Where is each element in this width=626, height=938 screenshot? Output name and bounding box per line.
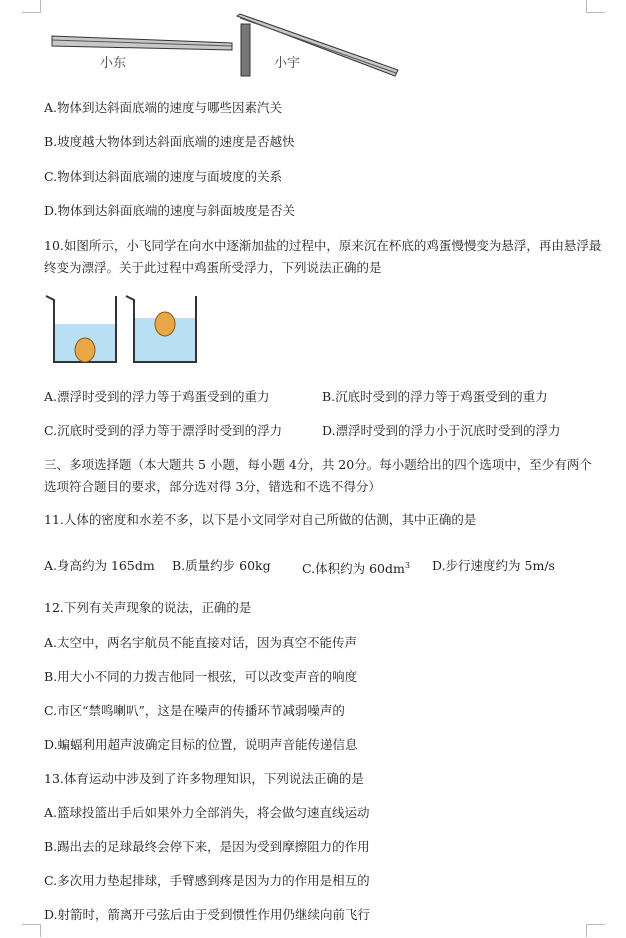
q10-option-d: D.漂浮时受到的浮力小于沉底时受到的浮力	[322, 423, 561, 438]
q12-option-c: C.市区“禁鸣喇叭”，这是在噪声的传播环节减弱噪声的	[44, 703, 345, 718]
beaker-sinking	[46, 296, 116, 362]
q12-stem: 12.下列有关声现象的说法，正确的是	[44, 600, 252, 615]
q11-option-c-exponent: 3	[404, 561, 410, 570]
q9-option-b: B.坡度越大物体到达斜面底端的速度是否越快	[44, 134, 295, 149]
q10-option-c: C.沉底时受到的浮力等于漂浮时受到的浮力	[44, 423, 283, 438]
beaker-figure	[40, 292, 220, 372]
q9-option-a: A.物体到达斜面底端的速度与哪些因素汽关	[44, 100, 283, 115]
q11-option-c	[302, 558, 410, 577]
q11-option-a: A.身高约为 165dm	[44, 558, 155, 573]
egg-sinking	[75, 338, 95, 362]
incline-right-label: 小宇	[274, 56, 301, 71]
q10-option-a: A.漂浮时受到的浮力等于鸡蛋受到的重力	[44, 389, 270, 404]
corner-mark-bottom-left	[22, 924, 41, 937]
q11-option-d: D.步行速度约为 5m/s	[432, 558, 555, 573]
q10-stem: 10.如图所示，小飞同学在向水中逐渐加盐的过程中，原来沉在杯底的鸡蛋慢慢变为悬浮，再由悬浮最终变为漂浮。关于此过程中鸡蛋所受浮力，下列说法正确的是	[44, 238, 602, 275]
q11-stem: 11.人体的密度和水差不多，以下是小文同学对自己所做的估测，其中正确的是	[44, 512, 477, 527]
q12-option-d: D.蝙蝠利用超声波确定目标的位置，说明声音能传递信息	[44, 737, 358, 752]
beaker-floating	[126, 296, 196, 362]
q10-option-b: B.沉底时受到的浮力等于鸡蛋受到的重力	[322, 389, 548, 404]
q13-option-c: C.多次用力垫起排球，手臂感到疼是因为力的作用是相互的	[44, 873, 370, 888]
incline-left	[52, 36, 232, 50]
q11-option-c-text: C.体积约为 60dm	[302, 561, 405, 577]
q9-option-c: C.物体到达斜面底端的速度与面坡度的关系	[44, 169, 283, 184]
incline-figure	[0, 0, 626, 90]
q13-stem: 13.体育运动中涉及到了许多物理知识，下列说法正确的是	[44, 771, 364, 786]
section-3-heading: 三、多项选择题（本大题共 5 小题，每小题 4分，共 20分。每小题给出的四个选项中，至少有两个选项符合题目的要求，部分选对得 3分，错选和不选不得分）	[44, 457, 592, 494]
incline-right	[237, 14, 398, 76]
corner-mark-bottom-right	[586, 924, 605, 937]
q9-option-d: D.物体到达斜面底端的速度与斜面坡度是否关	[44, 203, 296, 218]
q12-option-a: A.太空中，两名宇航员不能直接对话，因为真空不能传声	[44, 635, 358, 650]
incline-left-label: 小东	[100, 56, 127, 71]
q12-option-b: B.用大小不同的力拨吉他同一根弦，可以改变声音的响度	[44, 669, 358, 684]
q11-option-b: B.质量约步 60kg	[172, 558, 271, 573]
egg-floating	[155, 312, 175, 336]
q13-option-b: B.踢出去的足球最终会停下来，是因为受到摩擦阻力的作用	[44, 839, 370, 854]
q13-option-d: D.射箭时，箭离开弓弦后由于受到惯性作用仍继续向前飞行	[44, 907, 371, 922]
q13-option-a: A.篮球投篮出手后如果外力全部消失，将会做匀速直线运动	[44, 805, 370, 820]
